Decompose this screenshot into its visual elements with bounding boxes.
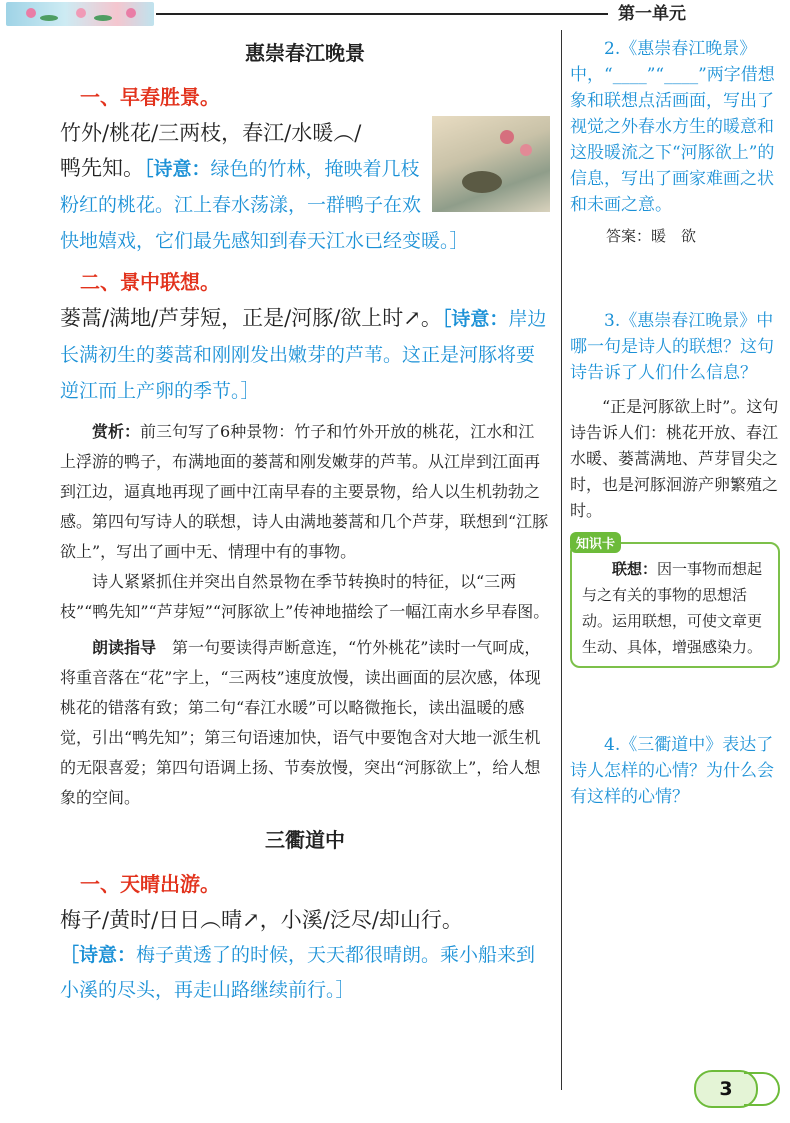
reading-guide-label: 朗读指导 (92, 638, 157, 657)
appreciation-paragraph-2: 诗人紧紧抓住并突出自然景物在季节转换时的特征，以“三两枝”“鸭先知”“芦芽短”“河豚欲上”传神地描绘了一幅江南水乡早春图。 (60, 572, 550, 621)
main-column (60, 36, 550, 1008)
knowledge-card (570, 537, 780, 668)
poem1-line1: 竹外/桃花/三两枝，春江/水暖︵/ (60, 121, 362, 145)
reading-guide-text: 第一句要读得声断意连，“竹外桃花”读时一气呵成，将重音落在“花”字上，“三两枝”速度放慢，读出画面的层次感，体现桃花的错落有致；第二句“春江水暖”可以略微拖长，读出温暖的感觉，引出“鸭先知”；第三句语速加快，语气中要饱含对大地一派生机的无限喜爱；第四句语调上扬、节奏放慢，突出“河豚欲上”，给人想象的空间。 (60, 638, 541, 807)
poem1-title: 惠崇春江晚景 (245, 41, 365, 65)
poem2-sec1-meaning-label: ［诗意： (60, 944, 137, 966)
poem2-sec1-meaning-wrap (60, 938, 550, 1008)
poem1-sec1-meaning: 绿色的竹林，掩映着几枝粉红的桃花。江上春水荡漾，一群鸭子在欢快地嬉戏，它们最先感知到春天江水已经变暖。］ (60, 158, 469, 252)
sidebar-column (570, 36, 780, 810)
poem1-sec2-meaning-label: ［诗意： (441, 308, 509, 330)
knowledge-card-term: 联想： (612, 560, 658, 578)
poem2-sec1-meaning: 梅子黄透了的时候，天天都很晴朗。乘小船来到小溪的尽头，再走山路继续前行。］ (60, 944, 536, 1001)
poem1-line2: 鸭先知。 (60, 156, 144, 180)
header-rule (156, 13, 608, 15)
appreciation-paragraph (60, 417, 550, 567)
appreciation-label: 赏析： (92, 422, 141, 441)
decorative-banner-image (6, 2, 154, 26)
reading-guide-paragraph (60, 633, 550, 813)
poem1-line3-4: 蒌蒿/满地/芦芽短，正是/河豚/欲上时↗。 (60, 306, 442, 330)
knowledge-card-tag: 知识卡 (570, 532, 621, 553)
page-header (0, 0, 790, 30)
poem1-section1-heading: 一、早春胜景。 (80, 85, 220, 109)
poem1-section1 (60, 116, 550, 259)
poem2-section1-heading: 一、天晴出游。 (80, 872, 220, 896)
poem1-sec1-meaning-label: ［诗意： (144, 158, 211, 180)
question-2: 2.《惠崇春江晚景》中，“____”“____”两字借想象和联想点活画面，写出了视觉之外春水方生的暖意和这股暖流之下“河豚欲上”的信息，写出了画家难画之状和未画之意。 (570, 39, 775, 215)
illustration-ducks-peach-blossom (432, 116, 550, 212)
poem2-line1: 梅子/黄时/日日︵晴↗，小溪/泛尽/却山行。 (60, 908, 463, 932)
page-number: 3 (694, 1070, 758, 1108)
poem1-section2 (60, 301, 550, 409)
page-curl-decoration (744, 1072, 780, 1106)
question-3-answer: “正是河豚欲上时”。这句诗告诉人们：桃花开放、春江水暖、蒌蒿满地、芦芽冒尖之时，也是河豚洄游产卵繁殖之时。 (570, 397, 779, 520)
appreciation-text: 前三句写了6种景物：竹子和竹外开放的桃花，江水和江上浮游的鸭子，布满地面的蒌蒿和刚发嫩芽的芦苇。从江岸到江面再到江边，逼真地再现了画中江南早春的主要景物，给人以生机勃勃之感。第四句写诗人的联想，诗人由满地蒌蒿和几个芦芽，联想到“江豚欲上”，写出了画中无、情理中有的事物。 (60, 422, 549, 561)
question-2-answer: 答案：暖 欲 (606, 227, 697, 245)
column-divider (561, 30, 562, 1090)
poem2-title: 三衢道中 (265, 828, 345, 852)
knowledge-card-definition: 因一事物而想起与之有关的事物的思想活动。运用联想，可使文章更生动、具体，增强感染力。 (582, 560, 763, 656)
knowledge-card-text (582, 556, 768, 660)
question-3: 3.《惠崇春江晚景》中哪一句是诗人的联想？这句诗告诉了人们什么信息？ (570, 311, 774, 383)
poem1-section2-heading: 二、景中联想。 (80, 270, 220, 294)
poem1-sec2-meaning: 岸边长满初生的蒌蒿和刚刚发出嫩芽的芦苇。这正是河豚将要逆江而上产卵的季节。］ (60, 308, 547, 402)
unit-title: 第一单元 (618, 2, 778, 26)
question-4: 4.《三衢道中》表达了诗人怎样的心情？为什么会有这样的心情？ (570, 735, 774, 807)
